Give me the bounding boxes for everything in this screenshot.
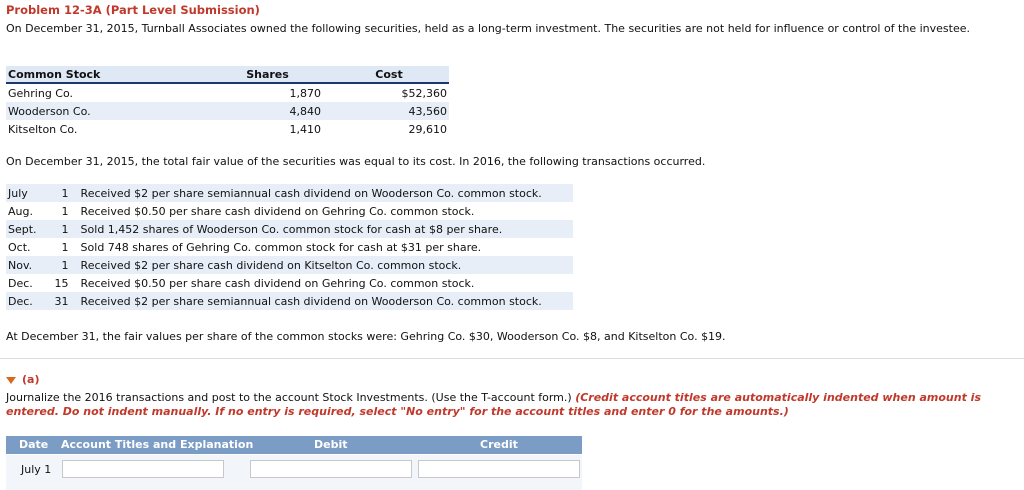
- section-divider: [0, 358, 1024, 359]
- credit-input[interactable]: [418, 460, 580, 478]
- transaction-day: 1: [39, 220, 79, 238]
- security-cost: $52,360: [401, 86, 447, 100]
- securities-header-row: [6, 66, 449, 83]
- account-title-input[interactable]: [62, 460, 224, 478]
- header-account-titles: Account Titles and Explanation: [61, 438, 254, 451]
- transaction-row: [6, 238, 573, 256]
- table-row: [6, 120, 449, 138]
- transaction-description: Received $2 per share semiannual cash dividend on Wooderson Co. common stock.: [79, 184, 573, 202]
- journal-header: [6, 436, 582, 454]
- header-credit: Credit: [480, 438, 518, 451]
- transaction-row: [6, 274, 573, 292]
- transaction-day: 1: [39, 184, 79, 202]
- transaction-month: July: [6, 184, 39, 202]
- transaction-month: Oct.: [8, 240, 31, 254]
- table-row: [6, 102, 449, 120]
- transaction-row: [6, 202, 573, 220]
- transaction-row: [6, 220, 573, 238]
- header-shares: Shares: [212, 66, 329, 83]
- security-shares: 1,870: [289, 86, 321, 100]
- entry-date: July 1: [21, 463, 52, 476]
- table-row: [6, 83, 449, 102]
- header-common-stock: Common Stock: [6, 66, 212, 83]
- instruction-text: Journalize the 2016 transactions and post to the account Stock Investments. (Use the T-account form.): [6, 391, 576, 404]
- header-cost: Cost: [329, 66, 449, 83]
- security-name: Gehring Co.: [8, 86, 74, 100]
- transaction-day: 15: [54, 276, 69, 290]
- fair-value-paragraph: On December 31, 2015, the total fair value of the securities was equal to its cost. In 2016, the following transactions occurred.: [6, 155, 706, 168]
- transaction-row: [6, 256, 573, 274]
- transaction-month: Sept.: [6, 220, 39, 238]
- intro-text: On December 31, 2015, Turnball Associates owned the following securities, held as a long-term investment. The securities are not held for influence or control of the investee.: [6, 22, 970, 35]
- transaction-month: Dec.: [6, 292, 39, 310]
- journal-entry-row: [6, 455, 582, 490]
- transaction-month: Aug.: [8, 204, 33, 218]
- transaction-day: 1: [61, 240, 69, 254]
- transaction-month: Dec.: [8, 276, 33, 290]
- header-date: Date: [19, 438, 49, 451]
- part-a-instructions: [6, 391, 1016, 419]
- transaction-description: Sold 748 shares of Gehring Co. common stock for cash at $31 per share.: [80, 240, 482, 254]
- transaction-description: Received $0.50 per share cash dividend on Gehring Co. common stock.: [80, 204, 475, 218]
- transaction-day: 1: [39, 256, 79, 274]
- problem-title: Problem 12-3A (Part Level Submission): [6, 3, 260, 17]
- transaction-description: Received $0.50 per share cash dividend on Gehring Co. common stock.: [80, 276, 475, 290]
- security-shares: 1,410: [289, 122, 321, 136]
- transaction-row: [6, 184, 573, 202]
- part-a-toggle[interactable]: [6, 373, 39, 386]
- transaction-description: Received $2 per share cash dividend on Kitselton Co. common stock.: [79, 256, 573, 274]
- part-a-label: (a): [22, 373, 40, 386]
- transaction-day: 1: [61, 204, 69, 218]
- securities-table: [6, 66, 449, 138]
- transaction-description: Received $2 per share semiannual cash dividend on Wooderson Co. common stock.: [79, 292, 573, 310]
- collapse-triangle-icon: [6, 377, 16, 384]
- security-cost: 43,560: [329, 102, 449, 120]
- fair-values-paragraph: At December 31, the fair values per share of the common stocks were: Gehring Co. $30, Wooderson Co. $8, and Kitselton Co. $19.: [6, 330, 726, 343]
- debit-input[interactable]: [250, 460, 412, 478]
- security-name: Kitselton Co.: [8, 122, 78, 136]
- security-name: Wooderson Co.: [6, 102, 212, 120]
- security-shares: 4,840: [212, 102, 329, 120]
- instruction-note: (Credit account titles are automatically indented when amount is entered. Do not indent manually. If no entry is required, select "No entry" for the account titles and enter 0 for the amounts.): [6, 391, 981, 418]
- transaction-description: Sold 1,452 shares of Wooderson Co. common stock for cash at $8 per share.: [79, 220, 573, 238]
- transaction-day: 31: [39, 292, 79, 310]
- security-cost: 29,610: [408, 122, 447, 136]
- transactions-table: [6, 184, 573, 310]
- transaction-row: [6, 292, 573, 310]
- header-debit: Debit: [314, 438, 348, 451]
- transaction-month: Nov.: [6, 256, 39, 274]
